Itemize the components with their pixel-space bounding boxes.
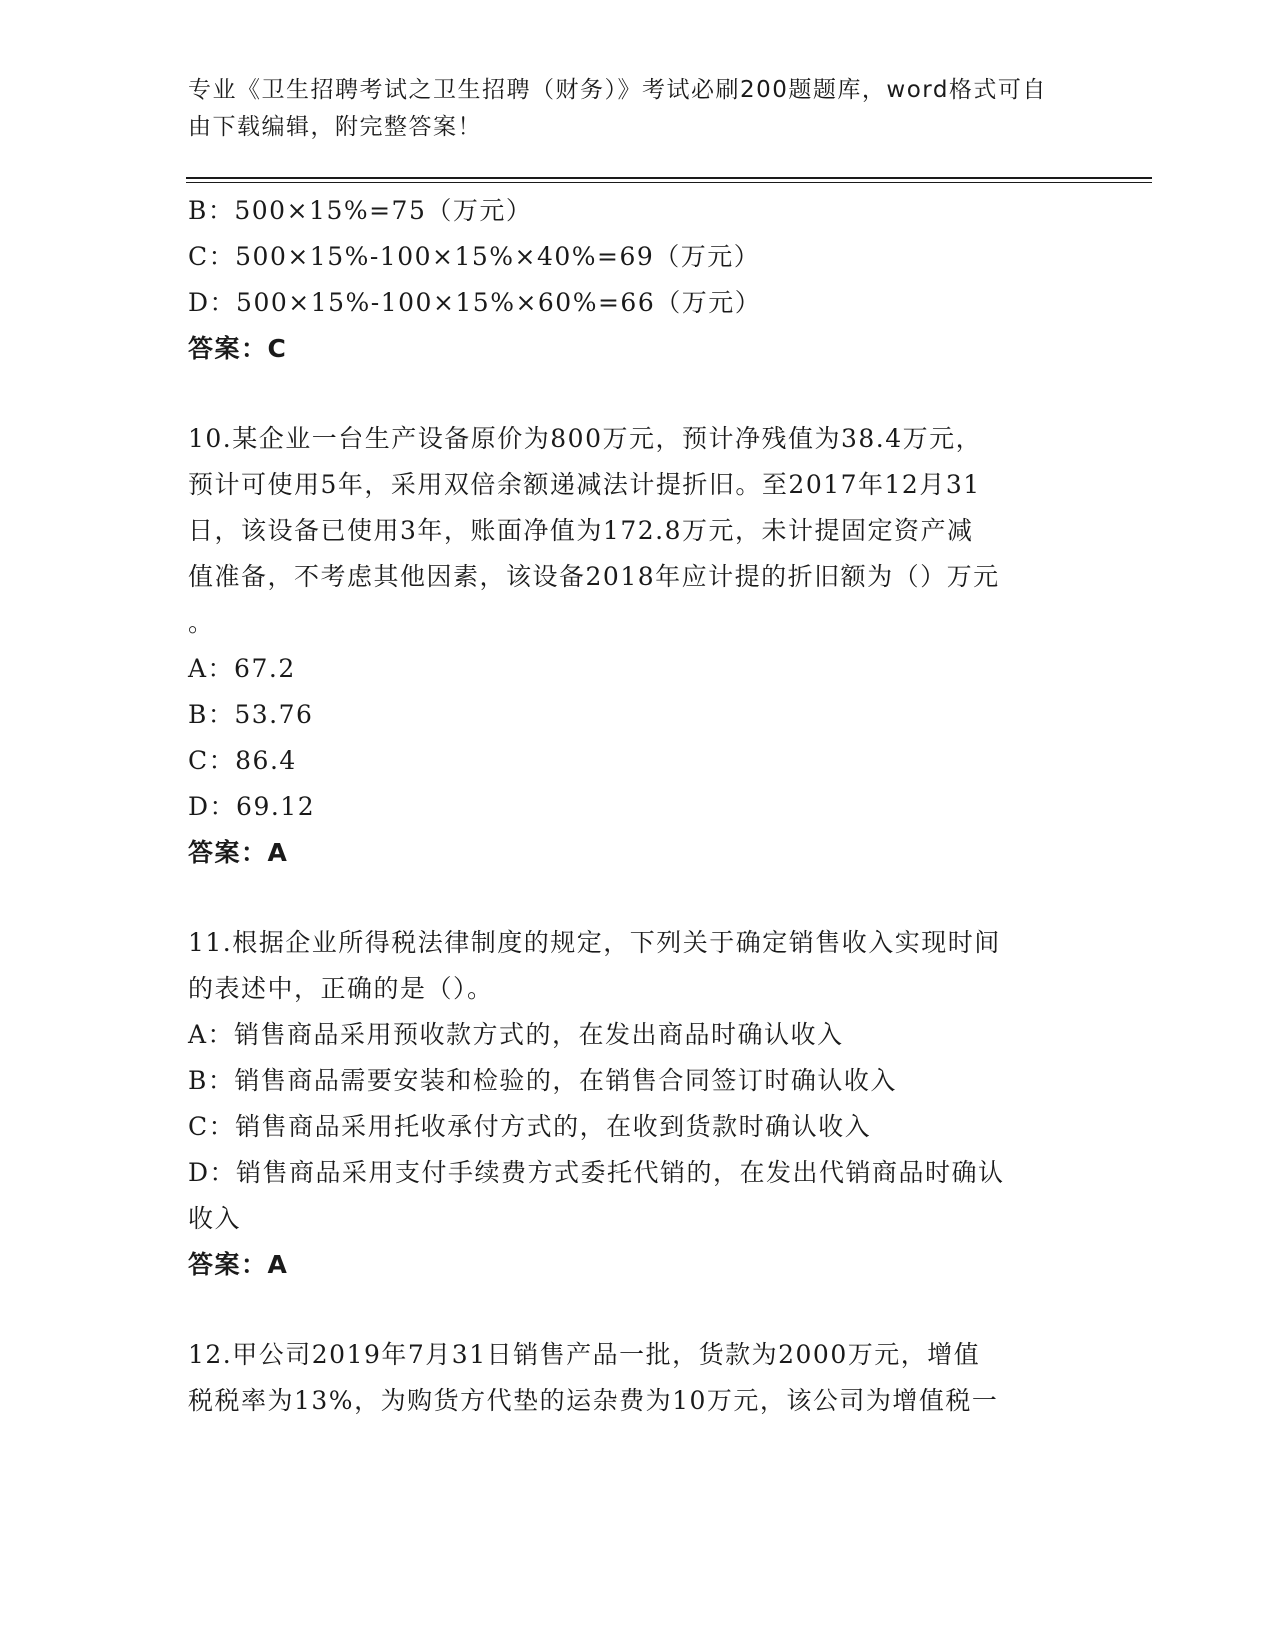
document-body [188,188,1068,1424]
question-text-line: 税税率为13%，为购货方代垫的运杂费为10万元，该公司为增值税一 [188,1386,999,1415]
option-c: C：86.4 [188,746,297,775]
option-b: B：销售商品需要安装和检验的，在销售合同签订时确认收入 [188,1066,897,1095]
question-12 [188,1332,1068,1424]
question-text-line: 的表述中，正确的是（）。 [188,974,494,1003]
option-b: B：500×15%=75（万元） [188,196,533,225]
header-divider-thick [186,177,1152,179]
option-d: D：500×15%-100×15%×60%=66（万元） [188,288,762,317]
document-header [188,72,1068,146]
question-text-line: 日，该设备已使用3年，账面净值为172.8万元，未计提固定资产减 [188,516,974,545]
question-text-line: 10.某企业一台生产设备原价为800万元，预计净残值为38.4万元， [188,424,983,453]
option-d: D：69.12 [188,792,316,821]
question-11 [188,920,1068,1288]
answer-line: 答案：C [188,334,288,363]
header-line-2: 由下载编辑，附完整答案！ [188,114,482,140]
option-a: A：销售商品采用预收款方式的，在发出商品时确认收入 [188,1020,844,1049]
header-divider-thin [186,182,1152,183]
option-d: D：销售商品采用支付手续费方式委托代销的，在发出代销商品时确认 [188,1158,1005,1187]
question-text-line: 预计可使用5年，采用双倍余额递减法计提折旧。至2017年12月31 [188,470,981,499]
option-d-continued: 收入 [188,1204,242,1233]
question-text-line: 值准备，不考虑其他因素，该设备2018年应计提的折旧额为（）万元 [188,562,1000,591]
answer-line: 答案：A [188,1250,289,1279]
option-c: C：500×15%-100×15%×40%=69（万元） [188,242,761,271]
question-text-line: 。 [188,608,215,637]
question-text-line: 11.根据企业所得税法律制度的规定，下列关于确定销售收入实现时间 [188,928,1001,957]
option-b: B：53.76 [188,700,314,729]
question-10 [188,416,1068,876]
answer-line: 答案：A [188,838,289,867]
header-line-1: 专业《卫生招聘考试之卫生招聘（财务）》考试必刷200题题库，word格式可自 [188,77,1047,103]
question-text-line: 12.甲公司2019年7月31日销售产品一批，货款为2000万元，增值 [188,1340,981,1369]
option-c: C：销售商品采用托收承付方式的，在收到货款时确认收入 [188,1112,872,1141]
option-a: A：67.2 [188,654,296,683]
question-9-tail [188,188,1068,372]
